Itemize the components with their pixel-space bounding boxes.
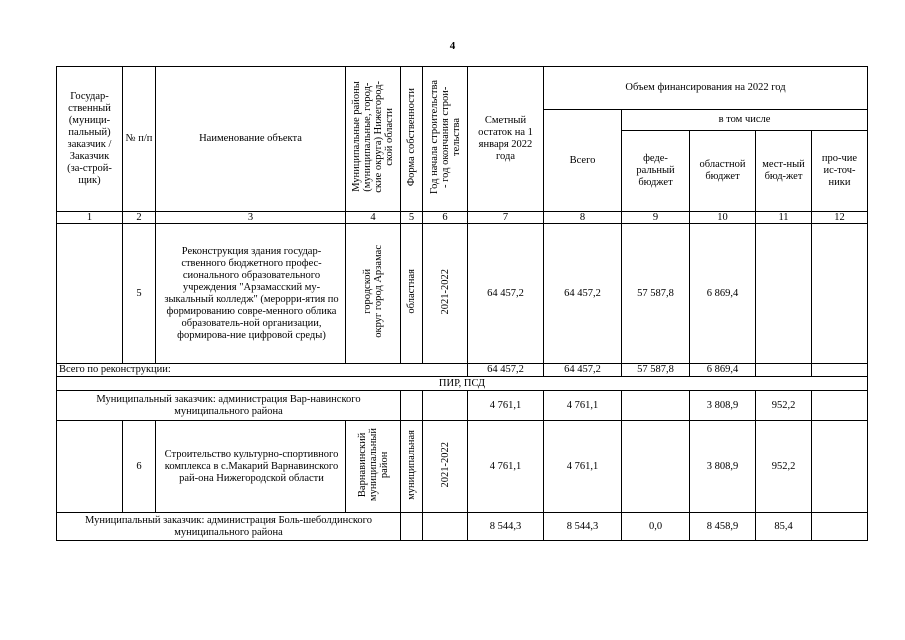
regional-cell: 6 869,4	[690, 364, 756, 377]
balance-cell: 4 761,1	[468, 421, 544, 513]
federal-cell: 0,0	[622, 513, 690, 541]
header-num: № п/п	[123, 67, 156, 212]
header-balance: Сметный остаток на 1 января 2022 года	[468, 67, 544, 212]
regional-cell: 3 808,9	[690, 421, 756, 513]
balance-cell: 64 457,2	[468, 224, 544, 364]
column-number: 10	[690, 212, 756, 224]
object-name: Реконструкция здания государ-ственного бюджетного профес-сионального образовательного учреждения "Арзамасский му-зыкальный колледж" (мероpри-ятия по формированию совре-менного облика образователь-ной организации, формирова-ние цифровой среды)	[156, 224, 346, 364]
section-title: ПИР, ПСД	[57, 377, 868, 391]
balance-cell: 4 761,1	[468, 391, 544, 421]
years-cell: 2021-2022	[423, 224, 468, 364]
district-cell: Варнавинский муниципальный район	[346, 421, 401, 513]
federal-cell: 57 587,8	[622, 224, 690, 364]
header-including: в том числе	[622, 110, 868, 131]
header-regional: областной бюджет	[690, 131, 756, 212]
header-federal: феде-ральный бюджет	[622, 131, 690, 212]
federal-cell	[622, 421, 690, 513]
financing-table	[56, 66, 868, 541]
header-object: Наименование объекта	[156, 67, 346, 212]
customer-label: Муниципальный заказчик: администрация Вар-навинского муниципального района	[57, 391, 401, 421]
local-cell: 85,4	[756, 513, 812, 541]
total-cell: 64 457,2	[544, 364, 622, 377]
column-number: 4	[346, 212, 401, 224]
header-total: Всего	[544, 110, 622, 212]
table-row	[57, 421, 868, 513]
regional-cell: 3 808,9	[690, 391, 756, 421]
federal-cell	[622, 391, 690, 421]
local-cell	[756, 224, 812, 364]
total-cell: 64 457,2	[544, 224, 622, 364]
column-number: 7	[468, 212, 544, 224]
column-number: 6	[423, 212, 468, 224]
column-numbers-row	[57, 212, 868, 224]
header-years: Год начала строительства - год окончания строи- тельства	[423, 67, 468, 212]
header-ownership: Форма собственности	[401, 67, 423, 212]
header-districts: Муниципальные районы (муниципальные, город- ские округа) Нижегород- ской области	[346, 67, 401, 212]
other-cell	[812, 224, 868, 364]
total-cell: 4 761,1	[544, 421, 622, 513]
row-number: 6	[123, 421, 156, 513]
customer-row	[57, 513, 868, 541]
header-funding: Объем финансирования на 2022 год	[544, 67, 868, 110]
ownership-cell: областная	[401, 224, 423, 364]
section-row	[57, 377, 868, 391]
object-name: Строительство культурно-спортивного комплекса в с.Макарий Варнавинского рай-она Нижегородской области	[156, 421, 346, 513]
total-cell: 4 761,1	[544, 391, 622, 421]
header-local: мест-ный бюд-жет	[756, 131, 812, 212]
balance-cell: 8 544,3	[468, 513, 544, 541]
local-cell: 952,2	[756, 391, 812, 421]
years-cell: 2021-2022	[423, 421, 468, 513]
column-number: 8	[544, 212, 622, 224]
column-number: 9	[622, 212, 690, 224]
column-number: 12	[812, 212, 868, 224]
header-customer: Государ-ственный (муници-пальный) заказчик / Заказчик (за-строй-щик)	[57, 67, 123, 212]
page-number: 4	[449, 40, 456, 52]
regional-cell: 6 869,4	[690, 224, 756, 364]
district-cell: городской округ город Арзамас	[346, 224, 401, 364]
header-other: про-чие ис-точ-ники	[812, 131, 868, 212]
federal-cell: 57 587,8	[622, 364, 690, 377]
column-number: 5	[401, 212, 423, 224]
total-cell: 8 544,3	[544, 513, 622, 541]
subtotal-row	[57, 364, 868, 377]
regional-cell: 8 458,9	[690, 513, 756, 541]
customer-label: Муниципальный заказчик: администрация Боль-шеболдинского муниципального района	[57, 513, 401, 541]
column-number: 2	[123, 212, 156, 224]
table-row	[57, 224, 868, 364]
subtotal-label: Всего по реконструкции:	[57, 364, 468, 377]
customer-row	[57, 391, 868, 421]
local-cell: 952,2	[756, 421, 812, 513]
ownership-cell: муниципальная	[401, 421, 423, 513]
column-number: 1	[57, 212, 123, 224]
column-number: 3	[156, 212, 346, 224]
balance-cell: 64 457,2	[468, 364, 544, 377]
row-number: 5	[123, 224, 156, 364]
column-number: 11	[756, 212, 812, 224]
